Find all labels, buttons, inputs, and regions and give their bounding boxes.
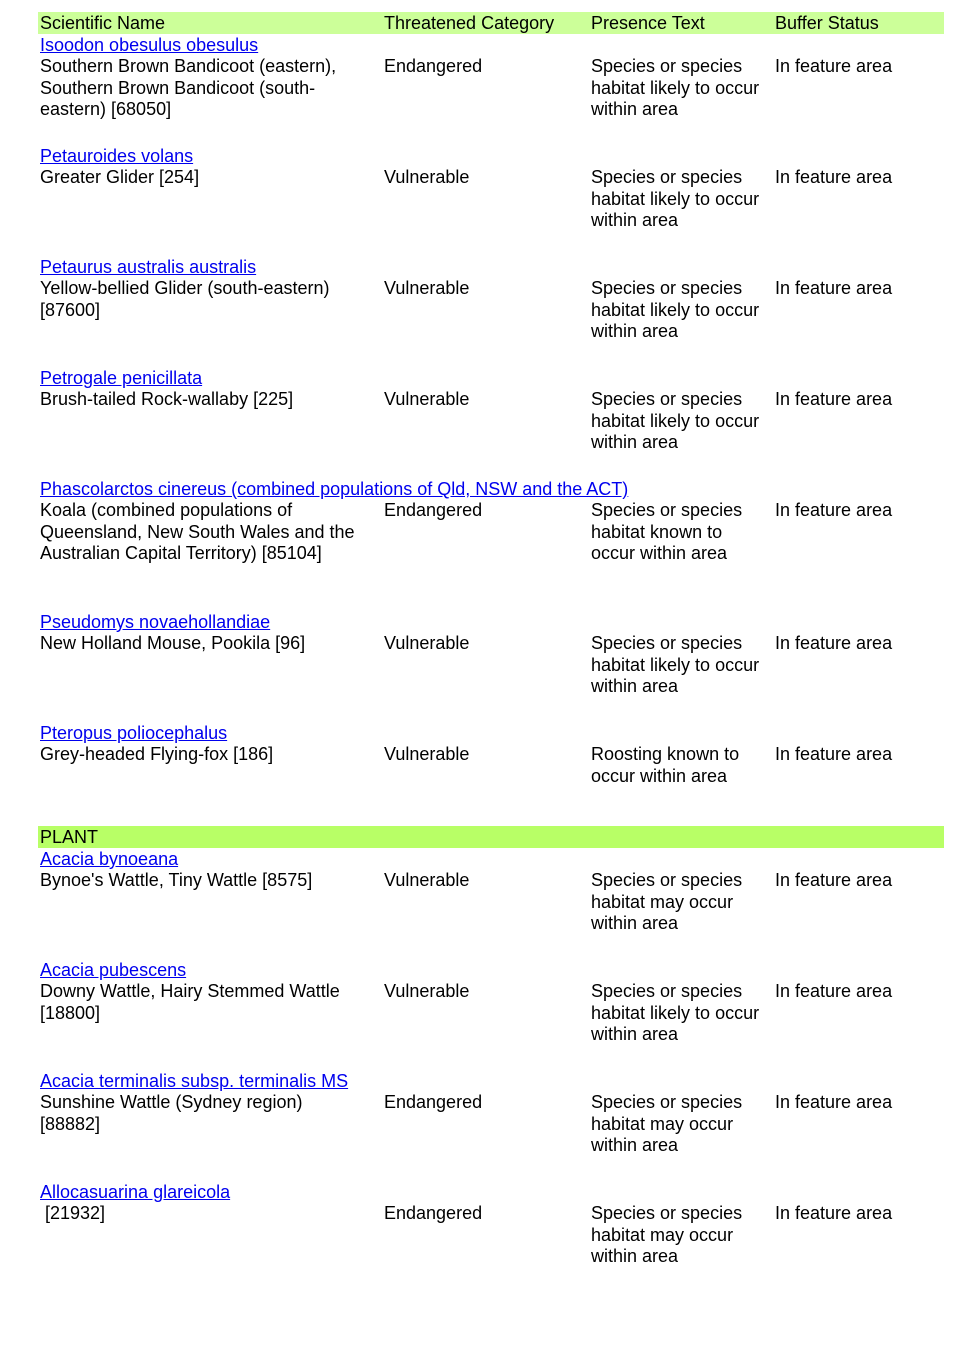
threatened-category: Endangered — [384, 1092, 483, 1112]
buffer-status: In feature area — [775, 1092, 893, 1112]
header-buffer-status: Buffer Status — [775, 13, 879, 33]
presence-text: Species or species habitat likely to occur within area — [591, 633, 760, 696]
species-link[interactable]: Petauroides volans — [40, 146, 194, 166]
table-row — [38, 34, 944, 145]
common-name: Sunshine Wattle (Sydney region) [88882] — [40, 1092, 303, 1134]
common-name: Southern Brown Bandicoot (eastern), Southern Brown Bandicoot (south-eastern) [68050] — [40, 56, 337, 119]
table-row — [38, 1070, 944, 1181]
table-row — [38, 478, 944, 611]
species-link[interactable]: Acacia bynoeana — [40, 849, 179, 869]
table-row — [38, 1181, 944, 1292]
presence-text: Roosting known to occur within area — [591, 744, 740, 786]
buffer-status: In feature area — [775, 500, 893, 520]
header-scientific-name: Scientific Name — [40, 13, 166, 33]
table-row — [38, 145, 944, 256]
common-name: Downy Wattle, Hairy Stemmed Wattle [18800] — [40, 981, 340, 1023]
common-name: Brush-tailed Rock-wallaby [225] — [40, 389, 294, 409]
table-row — [38, 367, 944, 478]
buffer-status: In feature area — [775, 981, 893, 1001]
buffer-status: In feature area — [775, 1203, 893, 1223]
species-link[interactable]: Petrogale penicillata — [40, 368, 203, 388]
buffer-status: In feature area — [775, 167, 893, 187]
buffer-status: In feature area — [775, 278, 893, 298]
table-row — [38, 722, 944, 826]
presence-text: Species or species habitat likely to occur within area — [591, 167, 760, 230]
threatened-category: Vulnerable — [384, 389, 470, 409]
threatened-category: Vulnerable — [384, 744, 470, 764]
threatened-category: Vulnerable — [384, 278, 470, 298]
species-link[interactable]: Acacia terminalis subsp. terminalis MS — [40, 1071, 349, 1091]
table-row — [38, 959, 944, 1070]
group-label: PLANT — [40, 827, 99, 847]
presence-text: Species or species habitat likely to occur within area — [591, 278, 760, 341]
common-name: Yellow-bellied Glider (south-eastern) [87600] — [40, 278, 330, 320]
presence-text: Species or species habitat known to occur within area — [591, 500, 743, 563]
buffer-status: In feature area — [775, 744, 893, 764]
threatened-category: Vulnerable — [384, 870, 470, 890]
species-link[interactable]: Phascolarctos cinereus (combined populations of Qld, NSW and the ACT) — [40, 479, 629, 499]
species-link[interactable]: Pteropus poliocephalus — [40, 723, 228, 743]
common-name: Bynoe's Wattle, Tiny Wattle [8575] — [40, 870, 313, 890]
threatened-category: Vulnerable — [384, 981, 470, 1001]
presence-text: Species or species habitat may occur within area — [591, 1092, 743, 1155]
threatened-category: Vulnerable — [384, 633, 470, 653]
threatened-category: Endangered — [384, 56, 483, 76]
group-header-plant — [38, 826, 944, 848]
common-name: [21932] — [40, 1203, 106, 1223]
species-link[interactable]: Acacia pubescens — [40, 960, 187, 980]
presence-text: Species or species habitat may occur within area — [591, 870, 743, 933]
buffer-status: In feature area — [775, 633, 893, 653]
buffer-status: In feature area — [775, 56, 893, 76]
common-name: Grey-headed Flying-fox [186] — [40, 744, 274, 764]
threatened-category: Endangered — [384, 1203, 483, 1223]
presence-text: Species or species habitat may occur within area — [591, 1203, 743, 1266]
header-presence-text: Presence Text — [591, 13, 705, 33]
species-table — [38, 12, 944, 1292]
species-link[interactable]: Isoodon obesulus obesulus — [40, 35, 259, 55]
presence-text: Species or species habitat likely to occur within area — [591, 56, 760, 119]
threatened-category: Vulnerable — [384, 167, 470, 187]
species-link[interactable]: Pseudomys novaehollandiae — [40, 612, 271, 632]
table-row — [38, 848, 944, 959]
presence-text: Species or species habitat likely to occur within area — [591, 981, 760, 1044]
threatened-category: Endangered — [384, 500, 483, 520]
species-link[interactable]: Petaurus australis australis — [40, 257, 257, 277]
common-name: Koala (combined populations of Queensland, New South Wales and the Australian Capital Territory) [85104] — [40, 500, 355, 563]
common-name: Greater Glider [254] — [40, 167, 200, 187]
header-threatened-category: Threatened Category — [384, 13, 555, 33]
common-name: New Holland Mouse, Pookila [96] — [40, 633, 306, 653]
table-row — [38, 256, 944, 367]
species-link[interactable]: Allocasuarina glareicola — [40, 1182, 231, 1202]
table-row — [38, 611, 944, 722]
buffer-status: In feature area — [775, 389, 893, 409]
presence-text: Species or species habitat likely to occur within area — [591, 389, 760, 452]
buffer-status: In feature area — [775, 870, 893, 890]
table-header — [38, 12, 944, 34]
